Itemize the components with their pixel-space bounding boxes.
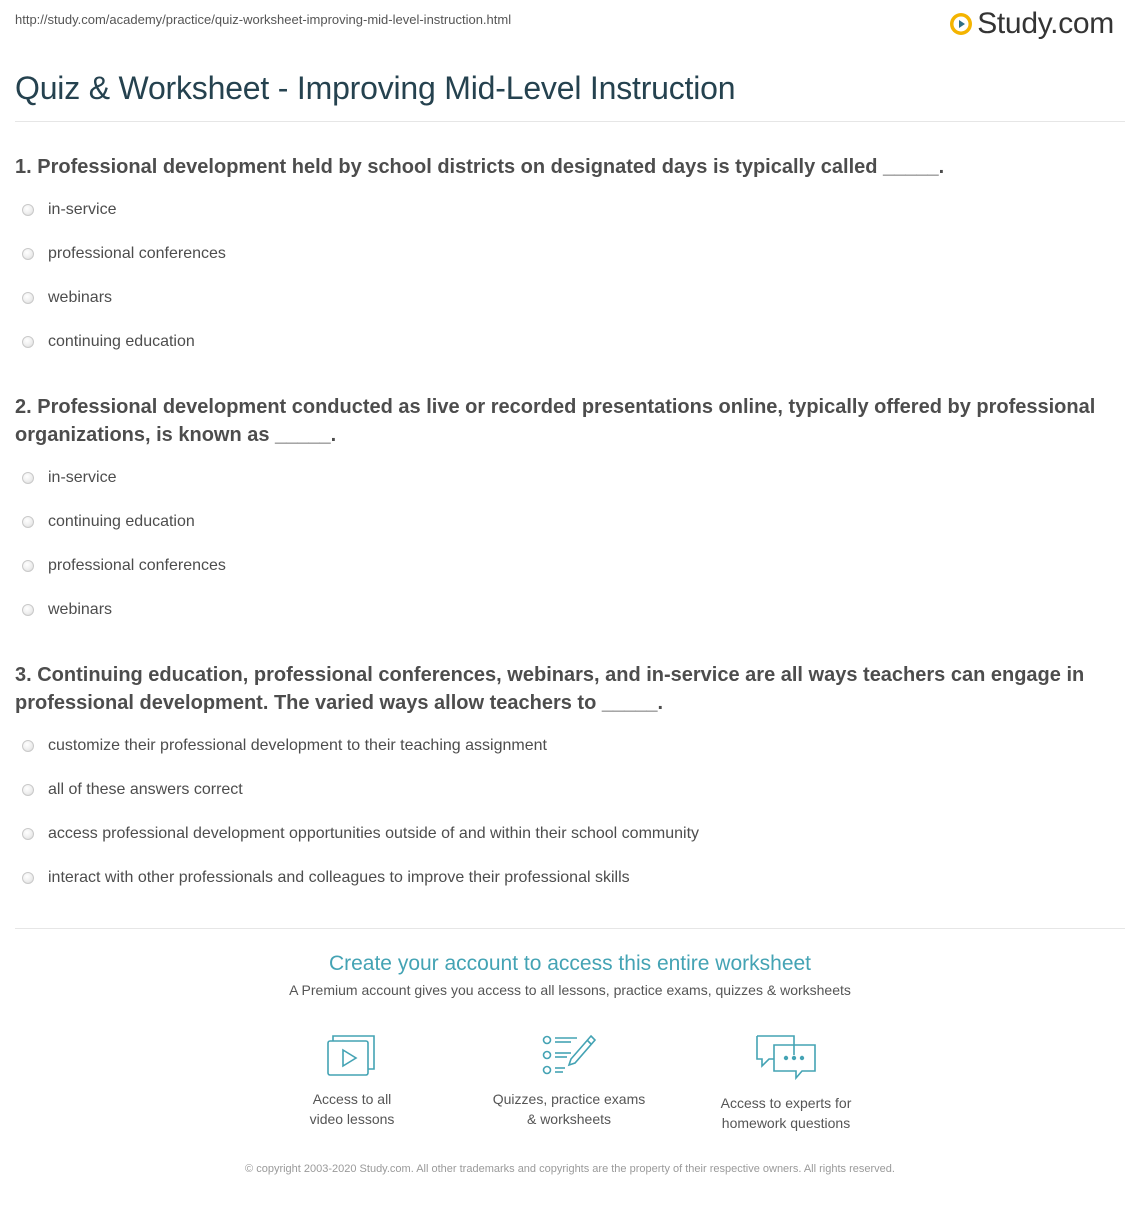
video-lessons-icon	[326, 1033, 378, 1079]
page-title: Quiz & Worksheet - Improving Mid-Level Instruction	[15, 70, 736, 106]
radio-button-icon[interactable]	[22, 560, 34, 572]
answer-label: professional conferences	[48, 245, 226, 262]
answer-label: webinars	[48, 601, 113, 618]
answer-label: all of these answers correct	[48, 781, 243, 798]
feature-label-line: & worksheets	[526, 1111, 612, 1127]
page-url: http://study.com/academy/practice/quiz-worksheet-improving-mid-level-instruction.html	[15, 12, 512, 27]
feature-experts	[686, 1033, 886, 1133]
answer-label: interact with other professionals and colleagues to improve their professional skills	[48, 869, 630, 886]
radio-button-icon[interactable]	[22, 204, 34, 216]
answer-label: continuing education	[48, 513, 195, 530]
question-3: 3. Continuing education, professional conferences, webinars, and in-service are all ways teachers can engage in professional development. The varied ways allow teachers to _____.	[15, 664, 1085, 714]
radio-button-icon[interactable]	[22, 872, 34, 884]
question-2: 2. Professional development conducted as live or recorded presentations online, typically offered by professional organizations, is known as _____.	[15, 396, 1096, 446]
answer-label: customize their professional development to their teaching assignment	[48, 737, 547, 754]
radio-button-icon[interactable]	[22, 472, 34, 484]
answer-label: continuing education	[48, 333, 195, 350]
quiz-checklist-icon	[541, 1033, 597, 1079]
answer-label: webinars	[48, 289, 113, 306]
feature-label-line: Quizzes, practice exams	[492, 1091, 646, 1107]
radio-button-icon[interactable]	[22, 516, 34, 528]
answer-option[interactable]	[22, 188, 226, 232]
title-divider	[15, 121, 1125, 122]
cta-subtitle: A Premium account gives you access to all lessons, practice exams, quizzes & worksheets	[289, 982, 851, 998]
answer-option[interactable]	[22, 456, 226, 500]
logo-play-icon	[949, 12, 973, 36]
radio-button-icon[interactable]	[22, 292, 34, 304]
question-1: 1. Professional development held by school districts on designated days is typically called _____.	[15, 156, 945, 178]
radio-button-icon[interactable]	[22, 828, 34, 840]
feature-label-line: video lessons	[309, 1111, 395, 1127]
radio-button-icon[interactable]	[22, 784, 34, 796]
answer-option[interactable]	[22, 724, 699, 768]
radio-button-icon[interactable]	[22, 248, 34, 260]
radio-button-icon[interactable]	[22, 740, 34, 752]
answer-option[interactable]	[22, 812, 699, 856]
feature-video-lessons	[252, 1033, 452, 1129]
answer-option[interactable]	[22, 276, 226, 320]
answer-option[interactable]	[22, 544, 226, 588]
answer-option[interactable]	[22, 588, 226, 632]
radio-button-icon[interactable]	[22, 604, 34, 616]
answer-label: access professional development opportunities outside of and within their school community	[48, 825, 700, 842]
question-1-options	[22, 197, 226, 373]
feature-label-line: homework questions	[721, 1115, 851, 1131]
chat-bubbles-icon	[754, 1033, 818, 1083]
feature-quizzes	[469, 1033, 669, 1129]
question-3-options	[22, 733, 699, 909]
cta-divider	[15, 928, 1125, 929]
study-logo[interactable]	[949, 6, 1114, 42]
create-account-link[interactable]: Create your account to access this entire worksheet	[328, 952, 812, 975]
answer-label: professional conferences	[48, 557, 226, 574]
footer	[0, 1161, 1140, 1178]
logo-text: Study.com	[977, 7, 1114, 40]
answer-option[interactable]	[22, 232, 226, 276]
copyright-text: © copyright 2003-2020 Study.com. All other trademarks and copyrights are the property of their respective owners. All rights reserved.	[245, 1163, 895, 1175]
feature-label-line: Access to all	[312, 1091, 392, 1107]
answer-label: in-service	[48, 201, 117, 218]
answer-option[interactable]	[22, 856, 699, 900]
answer-option[interactable]	[22, 500, 226, 544]
answer-label: in-service	[48, 469, 117, 486]
feature-label-line: Access to experts for	[720, 1095, 852, 1111]
answer-option[interactable]	[22, 768, 699, 812]
answer-option[interactable]	[22, 320, 226, 364]
radio-button-icon[interactable]	[22, 336, 34, 348]
question-2-options	[22, 465, 226, 641]
